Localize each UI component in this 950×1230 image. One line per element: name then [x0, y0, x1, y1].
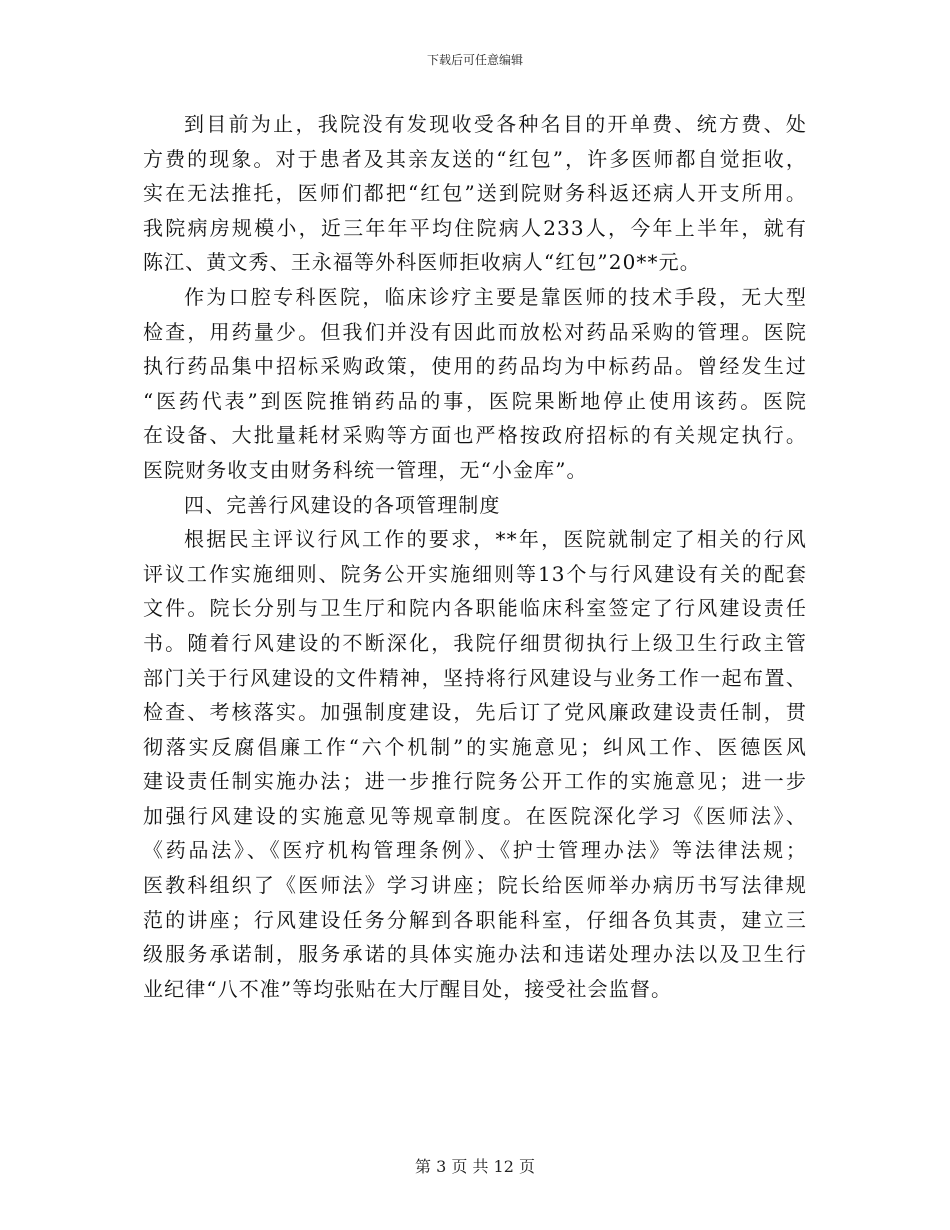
- text-line: 部门关于行风建设的文件精神，坚持将行风建设与业务工作一起布置、: [143, 665, 807, 690]
- text-line: 彻落实反腐倡廉工作“六个机制”的实施意见；纠风工作、医德医风: [143, 734, 807, 759]
- text-line: 到目前为止，我院没有发现收受各种名目的开单费、统方费、处: [184, 112, 807, 136]
- text-line: 文件。院长分别与卫生厅和院内各职能临床科室签定了行风建设责任: [143, 596, 807, 621]
- text-line: 建设责任制实施办法；进一步推行院务公开工作的实施意见；进一步: [143, 769, 807, 794]
- text-line: 我院病房规模小，近三年年平均住院病人233人，今年上半年，就有: [143, 215, 807, 240]
- text-line: 业纪律“八不准”等均张贴在大厅醒目处，接受社会监督。: [143, 976, 673, 1001]
- text-line: 根据民主评议行风工作的要求，**年，医院就制定了相关的行风: [184, 527, 807, 552]
- text-line: 书。随着行风建设的不断深化，我院仔细贯彻执行上级卫生行政主管: [143, 630, 807, 655]
- page-header-note: 下载后可任意编辑: [426, 53, 523, 67]
- text-line: 方费的现象。对于患者及其亲友送的“红包”，许多医师都自觉拒收，: [143, 146, 807, 171]
- text-line: 检查、考核落实。加强制度建设，先后订了党风廉政建设责任制，贯: [143, 700, 807, 725]
- text-line: 医教科组织了《医师法》学习讲座；院长给医师举办病历书写法律规: [143, 873, 807, 898]
- text-line: 医院财务收支由财务科统一管理，无“小金库”。: [143, 457, 588, 482]
- text-line: 评议工作实施细则、院务公开实施细则等13个与行风建设有关的配套: [143, 561, 807, 586]
- text-line: 执行药品集中招标采购政策，使用的药品均为中标药品。曾经发生过: [143, 354, 807, 379]
- text-line: “医药代表”到医院推销药品的事，医院果断地停止使用该药。医院: [143, 388, 807, 413]
- text-line: 实在无法推托，医师们都把“红包”送到院财务科返还病人开支所用。: [143, 181, 807, 206]
- text-line: 级服务承诺制，服务承诺的具体实施办法和违诺处理办法以及卫生行: [143, 942, 807, 967]
- text-line: 加强行风建设的实施意见等规章制度。在医院深化学习《医师法》、: [143, 803, 807, 828]
- text-line: 检查，用药量少。但我们并没有因此而放松对药品采购的管理。医院: [143, 319, 807, 344]
- text-line: 在设备、大批量耗材采购等方面也严格按政府招标的有关规定执行。: [143, 423, 807, 448]
- text-line: 作为口腔专科医院，临床诊疗主要是靠医师的技术手段，无大型: [184, 284, 807, 309]
- document-body: [143, 107, 807, 1006]
- text-line: 《药品法》、《医疗机构管理条例》、《护士管理办法》等法律法规；: [143, 838, 807, 863]
- section-heading: 四、完善行风建设的各项管理制度: [184, 492, 501, 517]
- text-line: 范的讲座；行风建设任务分解到各职能科室，仔细各负其责，建立三: [143, 907, 807, 932]
- page-number: 第 3 页 共 12 页: [415, 1157, 535, 1176]
- text-line: 陈江、黄文秀、王永福等外科医师拒收病人“红包”20**元。: [143, 250, 701, 275]
